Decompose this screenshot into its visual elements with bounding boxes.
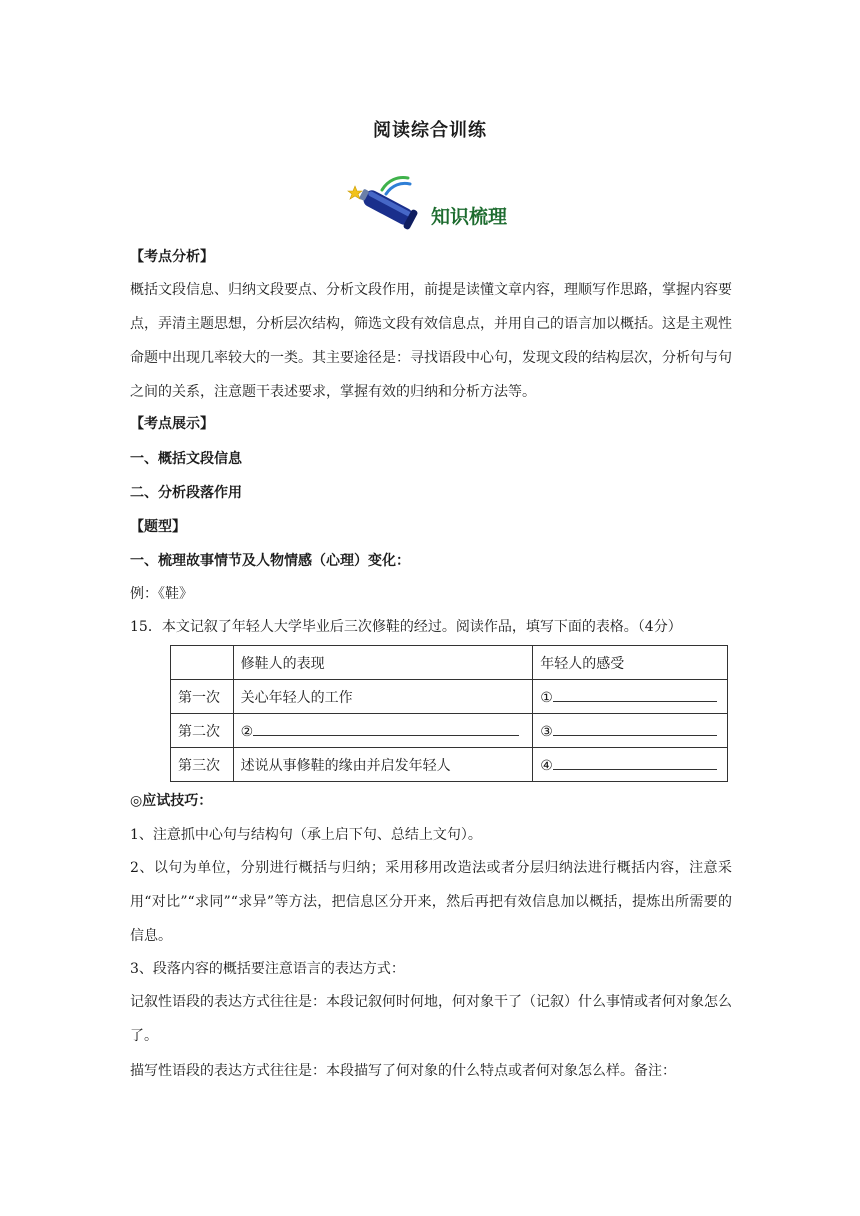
table-header-cell: 修鞋人的表现 xyxy=(233,646,533,680)
tip-3: 3、段落内容的概括要注意语言的表达方式： xyxy=(130,961,405,977)
example-label: 例：《鞋》 xyxy=(130,586,193,602)
performance-cell: 关心年轻人的工作 xyxy=(233,680,533,714)
performance-cell xyxy=(233,714,533,748)
answer-table xyxy=(170,645,728,782)
performance-cell: 述说从事修鞋的缘由并启发年轻人 xyxy=(233,748,533,782)
answer-blank xyxy=(553,687,717,702)
analysis-paragraph: 概括文段信息、归纳文段要点、分析文段作用，前提是读懂文章内容，理顺写作思路，掌握内容要点，弄清主题思想，分析层次结构，筛选文段有效信息点，并用自己的语言加以概括。这是主观性命题中出现几率较大的一类。其主要途径是：寻找语段中心句，发现文段的结构层次，分析句与句之间的关系，注意题干表述要求，掌握有效的归纳和分析方法等。 xyxy=(130,282,732,400)
row-label: 第二次 xyxy=(171,714,234,748)
section-banner-label: 知识梳理 xyxy=(431,206,508,228)
row-label: 第三次 xyxy=(171,748,234,782)
telescope-icon xyxy=(340,168,430,232)
table-row xyxy=(171,680,728,714)
blank-marker: ③ xyxy=(540,724,553,740)
tip-2: 2、以句为单位，分别进行概括与归纳；采用移用改造法或者分层归纳法进行概括内容，注意采用“对比”“求同”“求异”等方法，把信息区分开来，然后再把有效信息加以概括，提炼出所需要的信息。 xyxy=(130,860,732,944)
blank-marker: ② xyxy=(240,724,254,740)
tips-heading: ◎应试技巧： xyxy=(130,793,213,809)
tixing-item-1: 一、梳理故事情节及人物情感（心理）变化： xyxy=(130,553,410,569)
feeling-cell xyxy=(533,748,728,782)
table-header-cell: 年轻人的感受 xyxy=(533,646,728,680)
heading-tixing: 【题型】 xyxy=(130,519,186,535)
table-header-row xyxy=(171,646,728,680)
blank-marker: ① xyxy=(540,690,553,706)
tip-3-narrative: 记叙性语段的表达方式往往是：本段记叙何时何地，何对象干了（记叙）什么事情或者何对象怎么了。 xyxy=(130,994,732,1044)
table-row xyxy=(171,714,728,748)
answer-blank xyxy=(553,721,717,736)
page-title: 阅读综合训练 xyxy=(373,120,487,141)
blank-marker: ④ xyxy=(540,758,553,774)
table-header-cell xyxy=(171,646,234,680)
heading-kaodian-zhanshi: 【考点展示】 xyxy=(130,416,214,432)
tip-3-descriptive: 描写性语段的表达方式往往是：本段描写了何对象的什么特点或者何对象怎么样。备注： xyxy=(130,1063,676,1079)
answer-blank xyxy=(253,721,519,736)
answer-blank xyxy=(553,755,717,770)
table-row xyxy=(171,748,728,782)
question-15: 15．本文记叙了年轻人大学毕业后三次修鞋的经过。阅读作品，填写下面的表格。（4分） xyxy=(130,619,682,635)
tip-1: 1、注意抓中心句与结构句（承上启下句、总结上文句）。 xyxy=(130,827,482,843)
feeling-cell xyxy=(533,680,728,714)
heading-kaodian-fenxi: 【考点分析】 xyxy=(130,249,214,265)
row-label: 第一次 xyxy=(171,680,234,714)
section-banner xyxy=(340,168,540,232)
feeling-cell xyxy=(533,714,728,748)
list-item-2: 二、分析段落作用 xyxy=(130,485,242,501)
list-item-1: 一、概括文段信息 xyxy=(130,451,242,467)
